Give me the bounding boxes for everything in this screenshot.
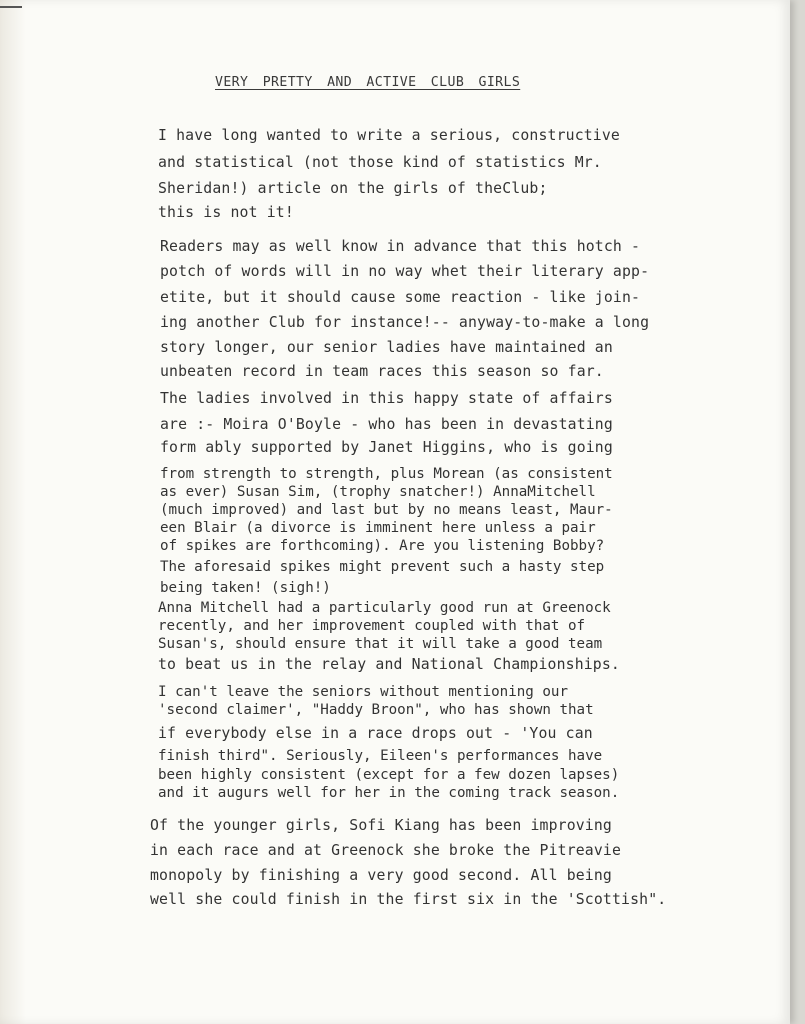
text-line: if everybody else in a race drops out - 'You can bbox=[158, 725, 593, 742]
text-line: from strength to strength, plus Morean (as consistent bbox=[160, 466, 613, 482]
text-line: form ably supported by Janet Higgins, who is going bbox=[160, 439, 613, 456]
text-line: finish third". Seriously, Eileen's performances have bbox=[158, 748, 603, 764]
page-edge-shading bbox=[0, 0, 26, 1024]
edge-mark bbox=[0, 6, 22, 8]
text-line: Susan's, should ensure that it will take a good team bbox=[158, 636, 603, 652]
text-line: potch of words will in no way whet their literary app- bbox=[160, 263, 650, 280]
text-line: I have long wanted to write a serious, constructive bbox=[158, 127, 620, 144]
text-line: well she could finish in the first six in the 'Scottish". bbox=[150, 891, 667, 908]
text-line: The aforesaid spikes might prevent such a hasty step bbox=[160, 559, 605, 575]
text-line: unbeaten record in team races this season so far. bbox=[160, 363, 604, 380]
text-line: Of the younger girls, Sofi Kiang has been improving bbox=[150, 817, 612, 834]
text-line: of spikes are forthcoming). Are you listening Bobby? bbox=[160, 538, 605, 554]
text-line: ing another Club for instance!-- anyway-to-make a long bbox=[160, 314, 650, 331]
text-line: Sheridan!) article on the girls of theClub; bbox=[158, 180, 548, 197]
text-line: been highly consistent (except for a few dozen lapses) bbox=[158, 767, 620, 783]
text-line: and it augurs well for her in the coming track season. bbox=[158, 785, 620, 801]
text-line: (much improved) and last but by no means least, Maur- bbox=[160, 502, 613, 518]
text-line: Readers may as well know in advance that this hotch - bbox=[160, 238, 641, 255]
text-line: in each race and at Greenock she broke the Pitreavie bbox=[150, 842, 622, 859]
text-line: I can't leave the seniors without mentioning our bbox=[158, 684, 568, 700]
text-line: and statistical (not those kind of statistics Mr. bbox=[158, 154, 602, 171]
text-line: The ladies involved in this happy state of affairs bbox=[160, 390, 613, 407]
text-line: are :- Moira O'Boyle - who has been in devastating bbox=[160, 416, 613, 433]
text-line: Anna Mitchell had a particularly good run at Greenock bbox=[158, 600, 611, 616]
text-line: being taken! (sigh!) bbox=[160, 580, 331, 596]
text-line: story longer, our senior ladies have maintained an bbox=[160, 339, 613, 356]
text-line: 'second claimer', "Haddy Broon", who has shown that bbox=[158, 702, 594, 718]
text-line: recently, and her improvement coupled with that of bbox=[158, 618, 586, 634]
text-line: etite, but it should cause some reaction - like join- bbox=[160, 289, 641, 306]
text-line: monopoly by finishing a very good second. All being bbox=[150, 867, 612, 884]
text-line: this is not it! bbox=[158, 204, 294, 221]
text-line: to beat us in the relay and National Championships. bbox=[158, 656, 620, 673]
text-line: as ever) Susan Sim, (trophy snatcher!) AnnaMitchell bbox=[160, 484, 596, 500]
text-line: een Blair (a divorce is imminent here unless a pair bbox=[160, 520, 596, 536]
article-title: VERY PRETTY AND ACTIVE CLUB GIRLS bbox=[215, 75, 521, 90]
